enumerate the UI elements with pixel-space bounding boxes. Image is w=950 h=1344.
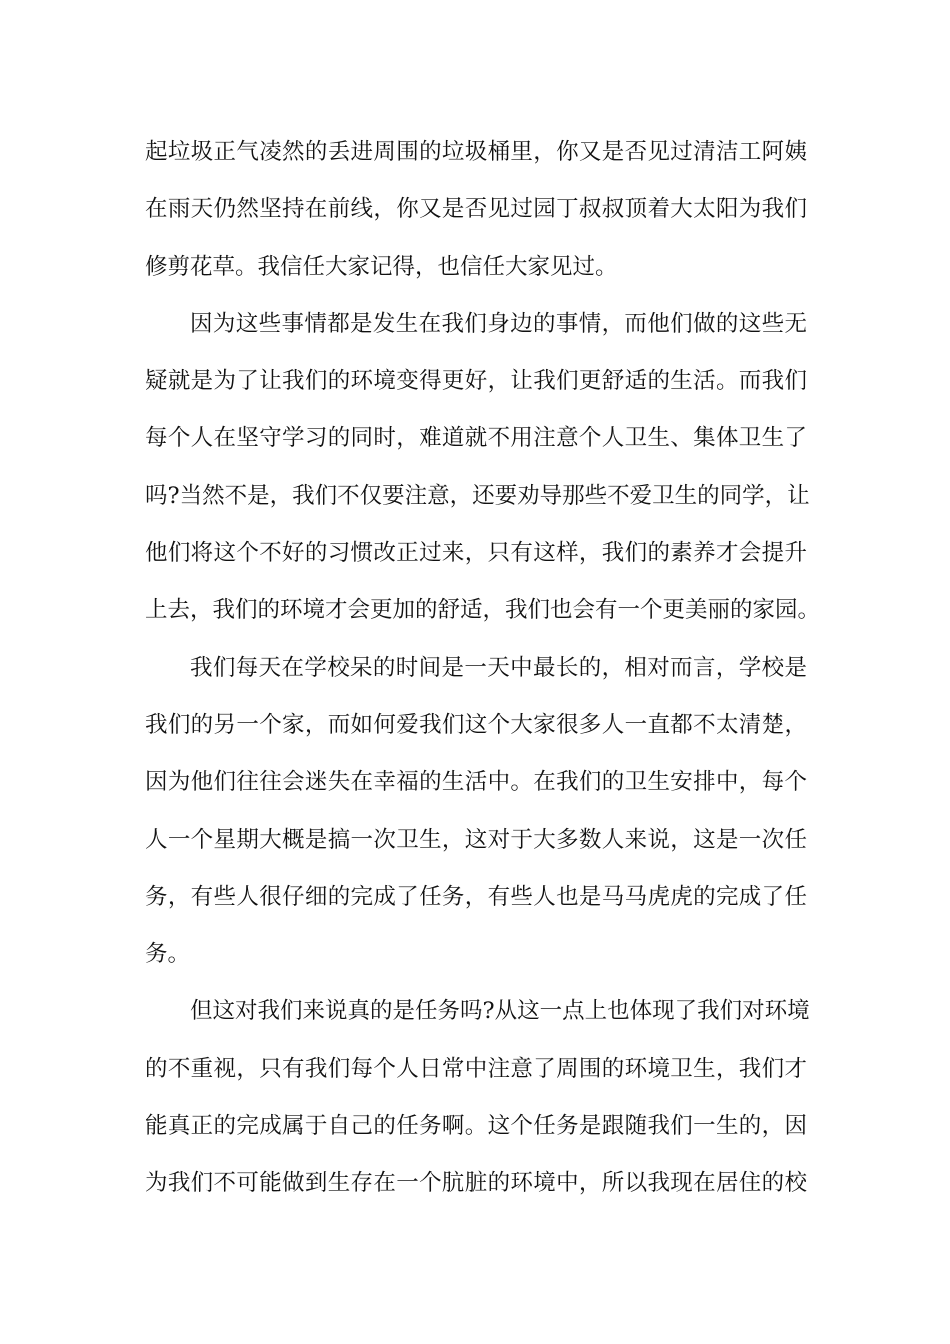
- text-line: 我们每天在学校呆的时间是一天中最长的，相对而言，学校是: [190, 654, 807, 681]
- text-line: 务。: [145, 941, 191, 968]
- text-line: 吗?当然不是，我们不仅要注意，还要劝导那些不爱卫生的同学，让: [145, 482, 810, 509]
- text-line: 我们的另一个家，而如何爱我们这个大家很多人一直都不太清楚，: [145, 711, 807, 738]
- text-line: 因为这些事情都是发生在我们身边的事情，而他们做的这些无: [190, 310, 807, 337]
- text-line: 在雨天仍然坚持在前线，你又是否见过园丁叔叔顶着大太阳为我们: [145, 196, 807, 223]
- text-line: 他们将这个不好的习惯改正过来，只有这样，我们的素养才会提升: [145, 540, 807, 567]
- text-line: 的不重视，只有我们每个人日常中注意了周围的环境卫生，我们才: [145, 1055, 807, 1082]
- text-line: 上去，我们的环境才会更加的舒适，我们也会有一个更美丽的家园。: [145, 597, 821, 624]
- text-line: 因为他们往往会迷失在幸福的生活中。在我们的卫生安排中，每个: [145, 769, 807, 796]
- text-line: 修剪花草。我信任大家记得，也信任大家见过。: [145, 253, 618, 280]
- text-line: 人一个星期大概是搞一次卫生，这对于大多数人来说，这是一次任: [145, 826, 807, 853]
- text-line: 务，有些人很仔细的完成了任务，有些人也是马马虎虎的完成了任: [145, 883, 807, 910]
- text-line: 疑就是为了让我们的环境变得更好，让我们更舒适的生活。而我们: [145, 368, 807, 395]
- text-line: 为我们不可能做到生存在一个肮脏的环境中，所以我现在居住的校: [145, 1170, 807, 1197]
- document-body: [145, 124, 821, 1213]
- text-line: 每个人在坚守学习的同时，难道就不用注意个人卫生、集体卫生了: [145, 425, 807, 452]
- text-line: 但这对我们来说真的是任务吗?从这一点上也体现了我们对环境: [190, 998, 810, 1025]
- text-line: 起垃圾正气凌然的丢进周围的垃圾桶里，你又是否见过清洁工阿姨: [145, 139, 807, 165]
- text-line: 能真正的完成属于自己的任务啊。这个任务是跟随我们一生的，因: [145, 1113, 807, 1140]
